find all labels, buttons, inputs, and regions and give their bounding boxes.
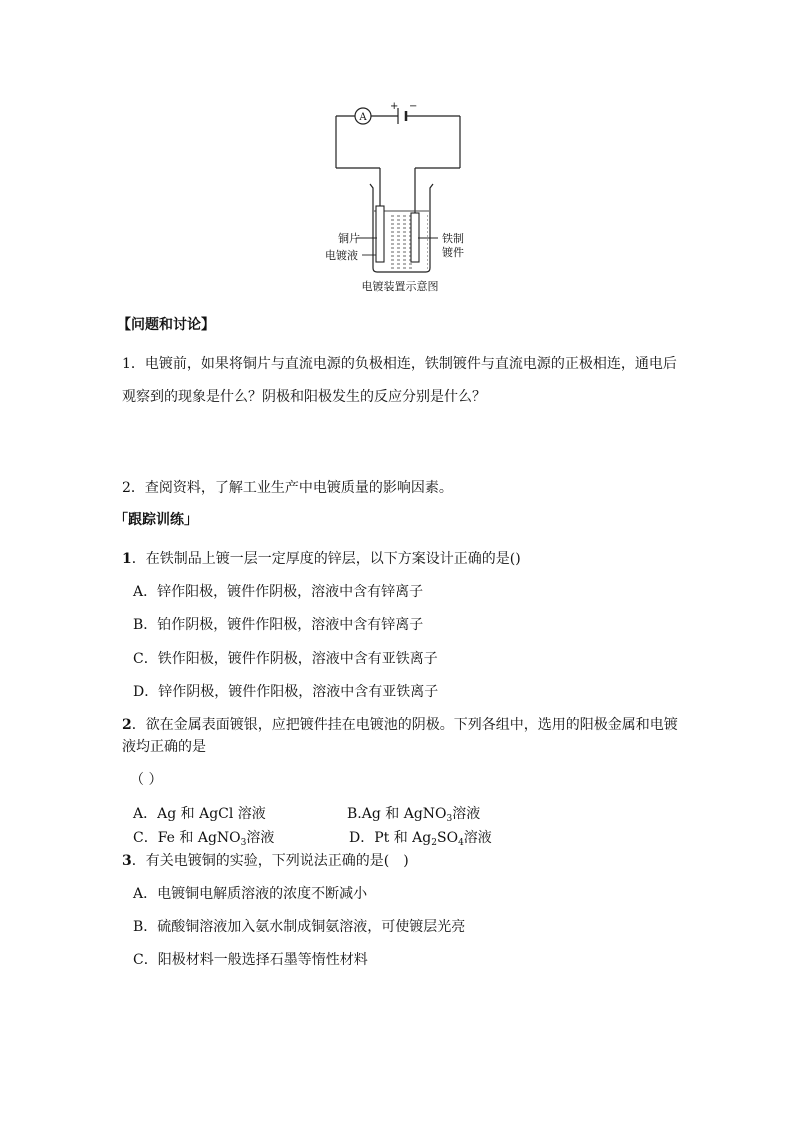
training-q1-stem: 1．在铁制品上镀一层一定厚度的锌层，以下方案设计正确的是() (122, 551, 521, 567)
q3-option-b: B．硫酸铜溶液加入氨水制成铜氨溶液，可使镀层光亮 (133, 919, 466, 935)
q2-option-b: B.Ag 和 AgNO$_3$溶液 (347, 806, 481, 824)
training-q3-stem: 3．有关电镀铜的实验，下列说法正确的是( ) (122, 853, 409, 869)
q3-number: 3 (122, 853, 132, 869)
label-iron-1: 铁制 (442, 232, 464, 245)
plus-sign: + (390, 101, 399, 112)
discussion-header: 【问题和讨论】 (117, 317, 215, 333)
training-header: 「跟踪训练」 (114, 512, 198, 528)
training-q2-stem-line2: 液均正确的是 (122, 739, 206, 755)
figure-caption: 电镀装置示意图 (361, 280, 439, 293)
electroplating-diagram (320, 98, 480, 298)
q1-option-d: D．锌作阴极，镀件作阳极，溶液中含有亚铁离子 (133, 684, 439, 700)
label-iron-2: 镀件 (442, 246, 464, 259)
q2-answer-paren: （ ） (130, 772, 163, 788)
q1-option-c: C．铁作阳极，镀件作阴极，溶液中含有亚铁离子 (133, 651, 438, 667)
training-q2-stem-line1: 2．欲在金属表面镀银，应把镀件挂在电镀池的阴极。下列各组中，选用的阳极金属和电镀 (122, 717, 678, 733)
q3-option-c: C．阳极材料一般选择石墨等惰性材料 (133, 952, 368, 968)
label-copper: 铜片 (338, 232, 360, 245)
q1-option-b: B．铂作阴极，镀件作阳极，溶液中含有锌离子 (133, 617, 424, 633)
label-solution: 电镀液 (325, 249, 358, 262)
q3-option-a: A．电镀铜电解质溶液的浓度不断减小 (133, 886, 368, 902)
q2-option-d: D．Pt 和 $Ag_2SO_4$溶液 (349, 830, 492, 848)
q1-option-a: A．锌作阳极，镀件作阴极，溶液中含有锌离子 (133, 584, 424, 600)
iron-workpiece (411, 213, 419, 262)
discussion-q2: 2．查阅资料，了解工业生产中电镀质量的影响因素。 (122, 480, 453, 496)
discussion-q1-line2: 观察到的现象是什么？阴极和阳极发生的反应分别是什么？ (122, 389, 486, 405)
q1-number: 1 (122, 551, 132, 567)
battery-icon (398, 108, 406, 124)
q2-number: 2 (122, 717, 132, 733)
q2-option-c: C．Fe 和 AgNO$_3$溶液 (133, 830, 275, 848)
q2-option-a: A．Ag 和 AgCl 溶液 (133, 806, 266, 822)
ammeter-label: A (359, 112, 367, 123)
minus-sign: − (409, 101, 418, 112)
discussion-q1-line1: 1．电镀前，如果将铜片与直流电源的负极相连，铁制镀件与直流电源的正极相连，通电后 (122, 356, 677, 372)
copper-electrode (376, 206, 384, 262)
